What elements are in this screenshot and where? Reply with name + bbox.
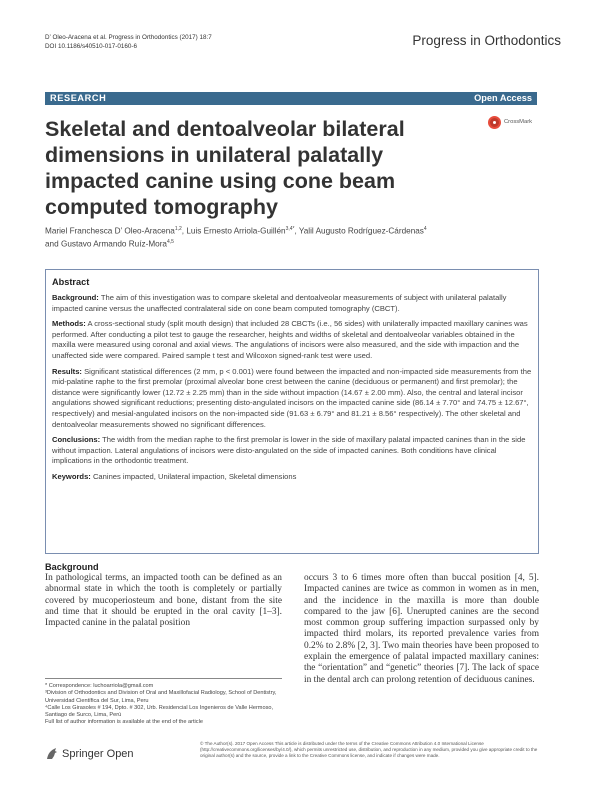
abstract-conclusions-text: The width from the median raphe to the first premolar is lower in the side of maxillary palatal impacted canines than in the side without impaction. Lateral angulations of incisors were disto-angulated on the side of impacted canines. Both conditions have clinical implications in the orthodontic treatment. xyxy=(52,435,526,466)
crossmark-label: CrossMark xyxy=(504,119,533,125)
abstract-keywords-label: Keywords: xyxy=(52,471,91,481)
springer-horse-icon xyxy=(45,747,59,761)
author-conjunction: and xyxy=(45,239,59,249)
author-affiliation-marker: 4 xyxy=(423,226,427,232)
page-footer xyxy=(45,740,540,770)
article-type-banner xyxy=(45,92,537,105)
author-name: Gustavo Armando Ruíz-Mora xyxy=(60,239,167,249)
crossmark-badge[interactable] xyxy=(488,116,548,130)
abstract-heading: Abstract xyxy=(52,277,90,287)
body-column-left xyxy=(45,562,282,629)
article-type-label: RESEARCH xyxy=(50,93,107,103)
abstract-methods-text: A cross-sectional study (split mouth design) that included 28 CBCTs (i.e., 56 sides) with unilaterally impacted maxillary canines was performed. After conducting a pilot test to gauge the researcher, heights and widths of skeletal and dentoalveolar variables obtained in the maxilla were measured using coronal and axial views. The angulations of incisors were also measured, and the side with impaction and the unaffected side were compared. Paired sample t test and Wilcoxon signed-rank test were used. xyxy=(52,319,528,360)
citation-line: D’ Oleo-Aracena et al. Progress in Orthodontics (2017) 18:7 xyxy=(45,34,212,41)
author-list: Mariel Franchesca D’ Oleo-Aracena$^{1,2}$, Luis Ernesto Arriola-Guillén$^{3,4*}$, Yalil Augusto Rodríguez-Cárdenas$^4$ and Gustavo Armando Ruíz-Mora$^{4,5}$ xyxy=(45,226,427,249)
affiliation-note: ⁴Calle Los Girasoles # 194, Dpto. # 302, Urb. Residencial Los Ingenieros de Valle Hermoso, Santiago de Surco, Lima, Perú xyxy=(45,704,274,719)
author-name: Yalil Augusto Rodríguez-Cárdenas xyxy=(298,226,424,236)
author-affiliation-marker: 1,2 xyxy=(174,226,182,232)
author-info-note: Full list of author information is available at the end of the article xyxy=(45,719,203,726)
article-citation xyxy=(45,33,212,51)
abstract-results xyxy=(52,367,532,431)
abstract-keywords xyxy=(52,472,532,483)
abstract-conclusions xyxy=(52,435,532,467)
license-text: © The Author(s). 2017 Open Access This article is distributed under the terms of the Creative Commons Attribution 4.0 International License (http://creativecommons.org/licenses/by/4.0/), which permits unrestricted use, distribution, and reproduction in any medium, provided you give appropriate credit to the original author(s) and the source, provide a link to the Creative Commons license, and indicate if changes were made. xyxy=(200,741,538,759)
doi-line[interactable]: DOI 10.1186/s40510-017-0160-6 xyxy=(45,43,137,50)
publisher-name: Springer Open xyxy=(62,748,134,760)
correspondence-note[interactable]: * Correspondence: luchoarriola@gmail.com xyxy=(45,683,154,689)
author-affiliation-marker: 4,5 xyxy=(166,239,174,246)
abstract-results-text: Significant statistical differences (2 mm, p < 0.001) were found between the impacted and non-impacted side measurements from the mid-palatine raphe to the first premolar (proximal alveolar bone crest between the canine (deciduous or permanent) and first premolar); the distance were significantly lower (12.72 ± 2.25 mm) than in the side without impaction (14.67 ± 2.00 mm). Also, the central and lateral incisor angulations showed significant reductions; presenting disto-angulated incisors on the impacted canine side (86.14 ± 7.70° and 74.75 ± 12.67°, respectively) and mesial-angulated incisors on the non-impacted side (91.63 ± 6.79° and 81.21 ± 8.56° respectively). The other skeletal and dentoalveolar measurements showed no significant differences. xyxy=(52,366,532,429)
author-name: Mariel Franchesca D’ Oleo-Aracena xyxy=(45,226,175,236)
abstract-conclusions-label: Conclusions: xyxy=(52,435,101,445)
crossmark-icon xyxy=(488,116,501,129)
background-heading: Background xyxy=(45,562,99,572)
background-paragraph-continued: occurs 3 to 6 times more often than buccal position [4, 5]. Impacted canines are twice as common in women as in men, and the incidence in the maxilla is more than double compared to the jaw [6]. Unerupted canines are the second most common group suffering impaction surpassed only by impacted third molars, its reported prevalence varies from 0.2% to 2.8% [2, 3]. Two main theories have been proposed to explain the emergence of palatal impacted maxillary canines: the “orientation” and “genetic” theories [7]. The lack of space in the dental arch can prolong retention of deciduous canines. xyxy=(304,573,539,685)
publisher-logo xyxy=(45,746,155,764)
abstract-keywords-text: Canines impacted, Unilateral impaction, Skeletal dimensions xyxy=(92,471,297,481)
abstract-methods-label: Methods: xyxy=(52,319,86,329)
abstract-methods xyxy=(52,319,532,361)
body-column-right xyxy=(304,573,539,686)
footnotes xyxy=(45,678,282,727)
background-paragraph: In pathological terms, an impacted tooth can be defined as an abnormal state in which the tooth is completely or partially covered by mucoperiosteum and bone, distant from the site and time that it should be erupted in the oral cavity [1–3]. Impacted canine in the palatal position xyxy=(45,573,282,629)
abstract-box xyxy=(45,269,539,554)
abstract-background-text: The aim of this investigation was to compare skeletal and dentoalveolar measurements of subject with unilateral palatally impacted canine versus the unaffected contralateral side on cone beam computed tomography (CBCT). xyxy=(52,293,507,313)
abstract-results-label: Results: xyxy=(52,366,82,376)
author-affiliation-marker: 3,4* xyxy=(285,226,295,232)
journal-name: Progress in Orthodontics xyxy=(412,33,561,48)
abstract-background xyxy=(52,293,532,314)
open-access-label: Open Access xyxy=(474,93,532,103)
abstract-background-label: Background: xyxy=(52,293,99,302)
affiliation-note: ³Division of Orthodontics and Division of Oral and Maxillofacial Radiology, School of Dentistry, Universidad Científica del Sur, Lima, Peru xyxy=(45,690,277,704)
article-title: Skeletal and dentoalveolar bilateral dimensions in unilateral palatally impacted canine using cone beam computed tomography xyxy=(45,117,405,219)
author-name: Luis Ernesto Arriola-Guillén xyxy=(186,226,286,236)
